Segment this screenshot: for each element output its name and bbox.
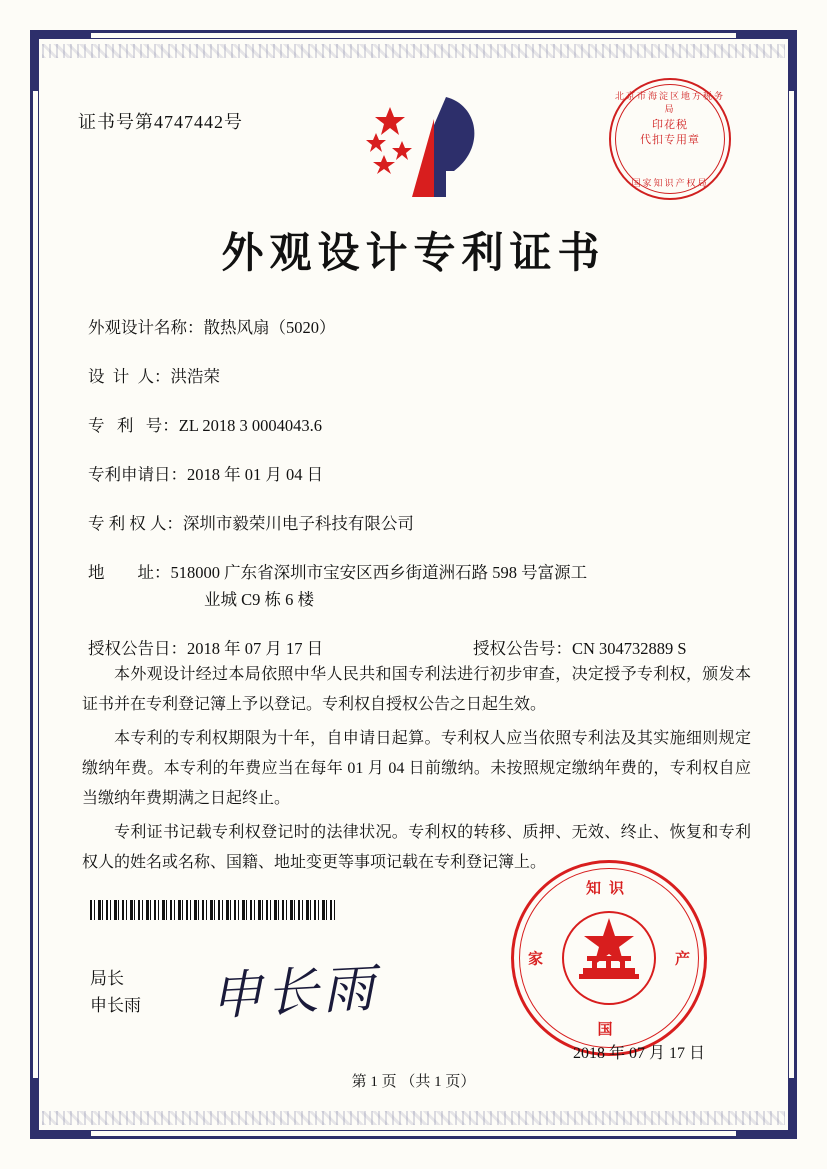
field-value: CN 304732889 S — [572, 639, 687, 658]
field-list — [88, 315, 757, 679]
national-emblem-icon — [561, 910, 657, 1006]
field-address-line2 — [88, 587, 757, 612]
seal-date: 2018 年 07 月 17 日 — [572, 1045, 705, 1062]
field-value: 散热风扇（5020） — [203, 318, 336, 337]
tax-stamp-arc-bottom: 国家知识产权局 — [631, 178, 709, 188]
certificate-number: 证书号第4747442号 — [78, 112, 243, 132]
director-block — [90, 965, 141, 1019]
seal-arc-bottom: 国 — [597, 1022, 621, 1038]
field-application-date — [88, 462, 757, 487]
field-value: 业城 C9 栋 6 楼 — [204, 590, 315, 609]
field-grant-row — [88, 636, 757, 661]
handwritten-signature: 申长雨 — [208, 958, 380, 1028]
field-label: 专 利 号： — [88, 416, 179, 435]
field-value: 洪浩荣 — [170, 367, 220, 386]
seal-side-left: 家 — [528, 951, 544, 968]
page-title: 外观设计专利证书 — [221, 231, 606, 277]
tax-stamp-arc-top: 北京市海淀区地方税务局 — [614, 91, 725, 114]
tax-stamp-center — [611, 118, 729, 148]
field-grant-date — [88, 636, 473, 661]
seal-arc-top: 知识 — [585, 881, 632, 897]
page-footer: 第 1 页 （共 1 页） — [351, 1074, 476, 1090]
barcode — [90, 900, 335, 920]
legal-paragraph-1: 本外观设计经过本局依照中华人民共和国专利法进行初步审查，决定授予专利权，颁发本证书并在专利登记簿上予以登记。专利权自授权公告之日起生效。 — [82, 666, 751, 713]
field-value: ZL 2018 3 0004043.6 — [178, 416, 323, 435]
field-label: 外观设计名称： — [88, 318, 204, 337]
ornament-band-top — [42, 44, 785, 58]
field-label: 地 址： — [88, 563, 171, 582]
field-label: 专利申请日： — [88, 465, 187, 484]
legal-paragraph-3: 专利证书记载专利权登记时的法律状况。专利权的转移、质押、无效、终止、恢复和专利权人的姓名或名称、国籍、地址变更等事项记载在专利登记簿上。 — [82, 824, 751, 871]
field-value: 2018 年 01 月 04 日 — [187, 465, 324, 484]
director-name: 申长雨 — [90, 996, 141, 1015]
field-label: 专 利 权 人： — [88, 514, 183, 533]
official-seal-icon — [511, 860, 707, 1056]
ornament-band-bottom — [42, 1111, 785, 1125]
field-patent-number — [88, 413, 757, 438]
cnipa-logo-icon — [350, 85, 500, 205]
field-label: 授权公告号： — [473, 639, 572, 658]
field-patentee — [88, 511, 757, 536]
field-label: 授权公告日： — [88, 639, 187, 658]
field-grant-number — [473, 636, 757, 661]
field-value: 2018 年 07 月 17 日 — [187, 639, 324, 658]
legal-text — [82, 660, 751, 882]
field-address — [88, 560, 757, 585]
legal-paragraph-2: 本专利的专利权期限为十年，自申请日起算。专利权人应当依照专利法及其实施细则规定缴纳年费。本专利的年费应当在每年 01 月 04 日前缴纳。未按照规定缴纳年费的，专利权自应当缴纳年费期满之日起终止。 — [82, 730, 751, 807]
field-value: 深圳市毅荣川电子科技有限公司 — [182, 514, 414, 533]
certificate-content — [60, 60, 767, 1109]
seal-side-right: 产 — [674, 951, 690, 968]
tax-stamp-center-line1: 印花税 — [652, 119, 688, 131]
field-design-name — [88, 315, 757, 340]
director-label: 局长 — [90, 969, 124, 988]
field-label: 设 计 人： — [88, 367, 171, 386]
field-designer — [88, 364, 757, 389]
tax-stamp-center-line2: 代扣专用章 — [640, 134, 700, 146]
tax-stamp-icon — [609, 78, 731, 200]
field-value: 518000 广东省深圳市宝安区西乡街道洲石路 598 号富源工 — [170, 563, 588, 582]
